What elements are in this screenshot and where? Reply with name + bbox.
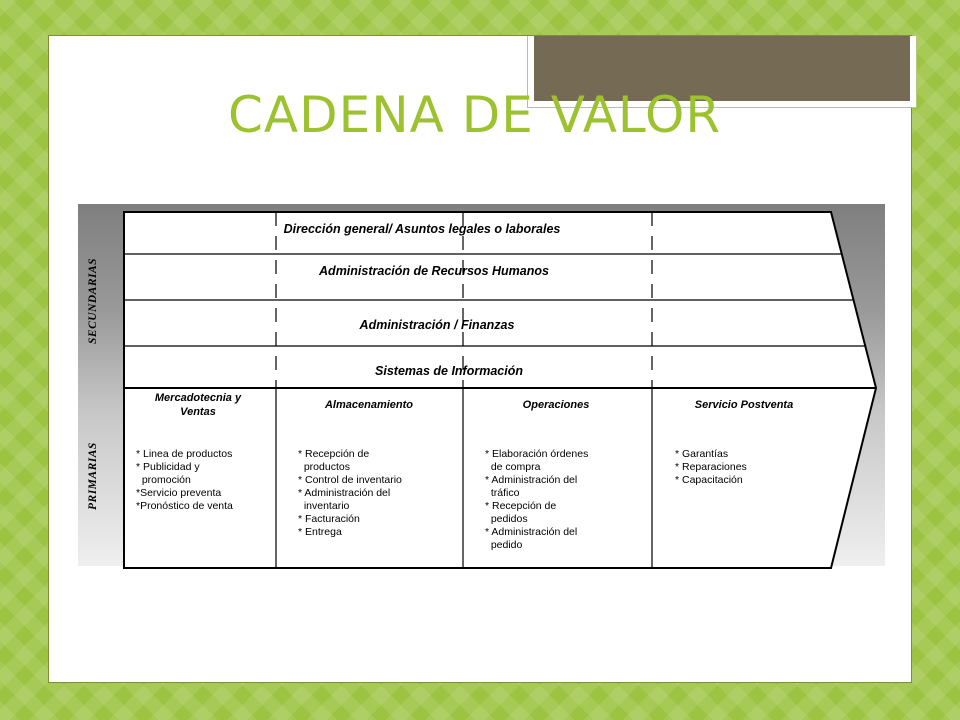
activity-item: * Entrega xyxy=(298,526,342,538)
activity-item: * Reparaciones xyxy=(675,461,747,473)
primary-activity-title: Almacenamiento xyxy=(324,399,414,411)
support-activity-label: Administración / Finanzas xyxy=(359,318,515,332)
activity-item: * Elaboración órdenes xyxy=(485,448,589,460)
activity-item: tráfico xyxy=(485,487,520,499)
activity-item: pedidos xyxy=(485,513,528,525)
primary-activities-label: PRIMARIAS xyxy=(87,442,99,510)
activity-item: * Publicidad y xyxy=(136,461,200,473)
activity-item: pedido xyxy=(485,539,523,551)
activity-item: promoción xyxy=(136,474,191,486)
primary-activity-title: Mercadotecnia y xyxy=(154,392,242,404)
activity-item: * Recepción de xyxy=(485,500,557,512)
support-activity-label: Administración de Recursos Humanos xyxy=(319,264,549,278)
activity-item: * Recepción de xyxy=(298,448,370,460)
activity-item: * Garantías xyxy=(675,448,729,460)
primary-activity-title: Ventas xyxy=(180,406,216,418)
activity-item: inventario xyxy=(298,500,350,512)
activity-item: * Linea de productos xyxy=(136,448,233,460)
activity-item: * Administración del xyxy=(485,526,578,538)
activity-item: productos xyxy=(298,461,350,473)
activity-item: * Administración del xyxy=(298,487,391,499)
activity-item: * Capacitación xyxy=(675,474,743,486)
activity-item: * Facturación xyxy=(298,513,360,525)
activity-item: * Administración del xyxy=(485,474,578,486)
activity-item: *Pronóstico de venta xyxy=(136,500,233,512)
primary-activity-title: Servicio Postventa xyxy=(694,399,794,411)
slide-title: CADENA DE VALOR xyxy=(228,86,722,144)
secondary-activities-label: SECUNDARIAS xyxy=(87,257,99,344)
activity-item: * Control de inventario xyxy=(298,474,402,486)
value-chain-diagram xyxy=(78,204,885,566)
primary-activity-title: Operaciones xyxy=(522,399,590,411)
activity-item: de compra xyxy=(485,461,541,473)
support-activity-label: Sistemas de Información xyxy=(375,364,523,378)
activity-item: *Servicio preventa xyxy=(136,487,222,499)
support-activity-label: Dirección general/ Asuntos legales o laborales xyxy=(283,222,561,236)
